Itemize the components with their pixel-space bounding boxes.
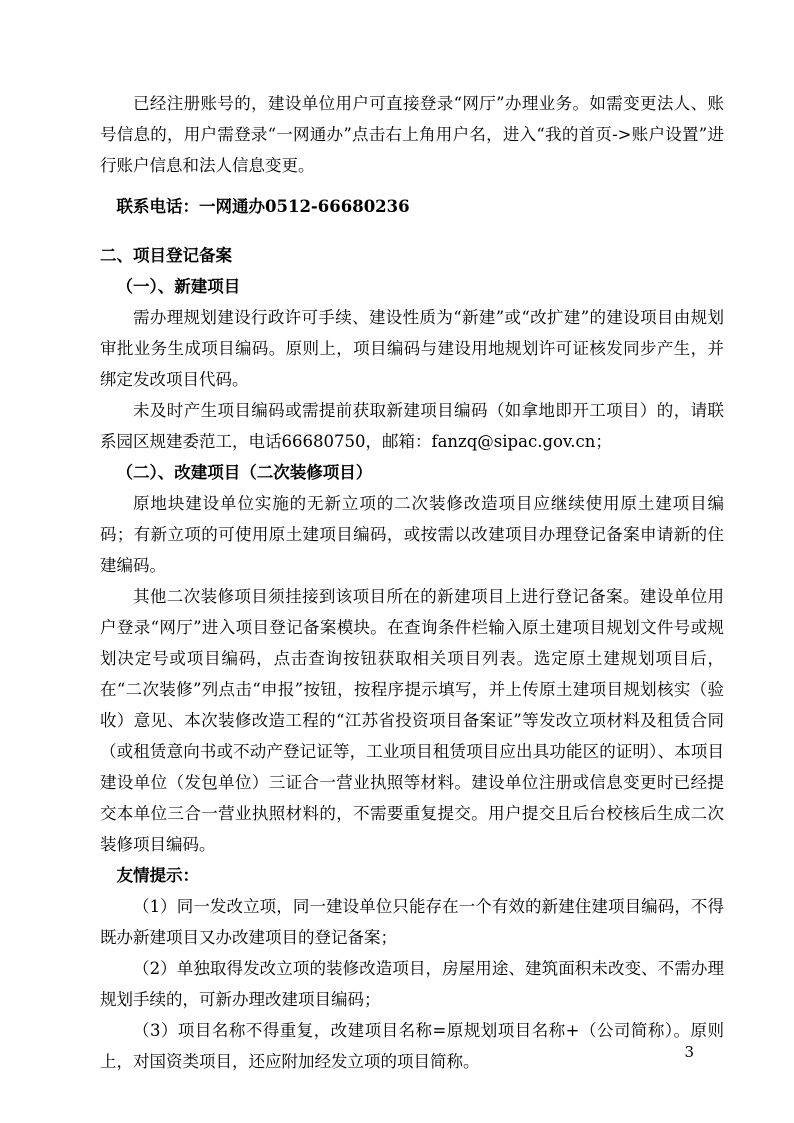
subsection-heading-new-project: （一）、新建项目 (116, 277, 241, 296)
paragraph-contact-planning-committee: 未及时产生项目编码或需提前获取新建项目编码（如拿地即开工项目）的，请联系园区规建委范工，电话66680750，邮箱：fanzq@sipac.gov.cn； (100, 401, 724, 451)
paragraph-tip-1: （1）同一发改立项，同一建设单位只能存在一个有效的新建住建项目编码，不得既办新建项目又办改建项目的登记备案； (100, 897, 724, 947)
page-number: 3 (684, 1043, 694, 1061)
subsection-heading-renovation-project: （二）、改建项目（二次装修项目） (116, 463, 373, 482)
paragraph-tip-2: （2）单独取得发改立项的装修改造项目，房屋用途、建筑面积未改变、不需办理规划手续的，可新办理改建项目编码； (100, 959, 724, 1009)
paragraph-new-project-permit: 需办理规划建设行政许可手续、建设性质为“新建”或“改扩建”的建设项目由规划审批业务生成项目编码。原则上，项目编码与建设用地规划许可证核发同步产生，并绑定发改项目代码。 (100, 308, 724, 389)
document-body (100, 88, 724, 1077)
contact-phone-line: 联系电话：一网通办0512-66680236 (116, 197, 410, 216)
spacer (100, 222, 724, 240)
spacer (100, 181, 724, 191)
paragraph-registered-account: 已经注册账号的，建设单位用户可直接登录“网厅”办理业务。如需变更法人、账号信息的，用户需登录“一网通办”点击右上角用户名，进入“我的首页->账户设置”进行账户信息和法人信息变更。 (100, 94, 724, 175)
paragraph-renovation-code-usage: 原地块建设单位实施的无新立项的二次装修改造项目应继续使用原土建项目编码；有新立项的可使用原土建项目编码，或按需以改建项目办理登记备案申请新的住建编码。 (100, 494, 724, 575)
section-heading-project-registration: 二、项目登记备案 (100, 246, 232, 265)
paragraph-tip-3: （3）项目名称不得重复，改建项目名称=原规划项目名称+（公司简称）。原则上，对国资类项目，还应附加经发立项的项目简称。 (100, 1021, 724, 1071)
tips-title: 友情提示： (116, 866, 199, 885)
paragraph-renovation-filing-process: 其他二次装修项目须挂接到该项目所在的新建项目上进行登记备案。建设单位用户登录“网厅”进入项目登记备案模块。在查询条件栏输入原土建项目规划文件号或规划决定号或项目编码，点击查询按钮获取相关项目列表。选定原土建规划项目后，在“二次装修”列点击“申报”按钮，按程序提示填写，并上传原土建项目规划核实（验收）意见、本次装修改造工程的“江苏省投资项目备案证”等发改立项材料及租赁合同（或租赁意向书或不动产登记证等，工业项目租赁项目应出具功能区的证明）、本项目建设单位（发包单位）三证合一营业执照等材料。建设单位注册或信息变更时已经提交本单位三合一营业执照材料的，不需要重复提交。用户提交且后台校核后生成二次装修项目编码。 (100, 587, 724, 854)
